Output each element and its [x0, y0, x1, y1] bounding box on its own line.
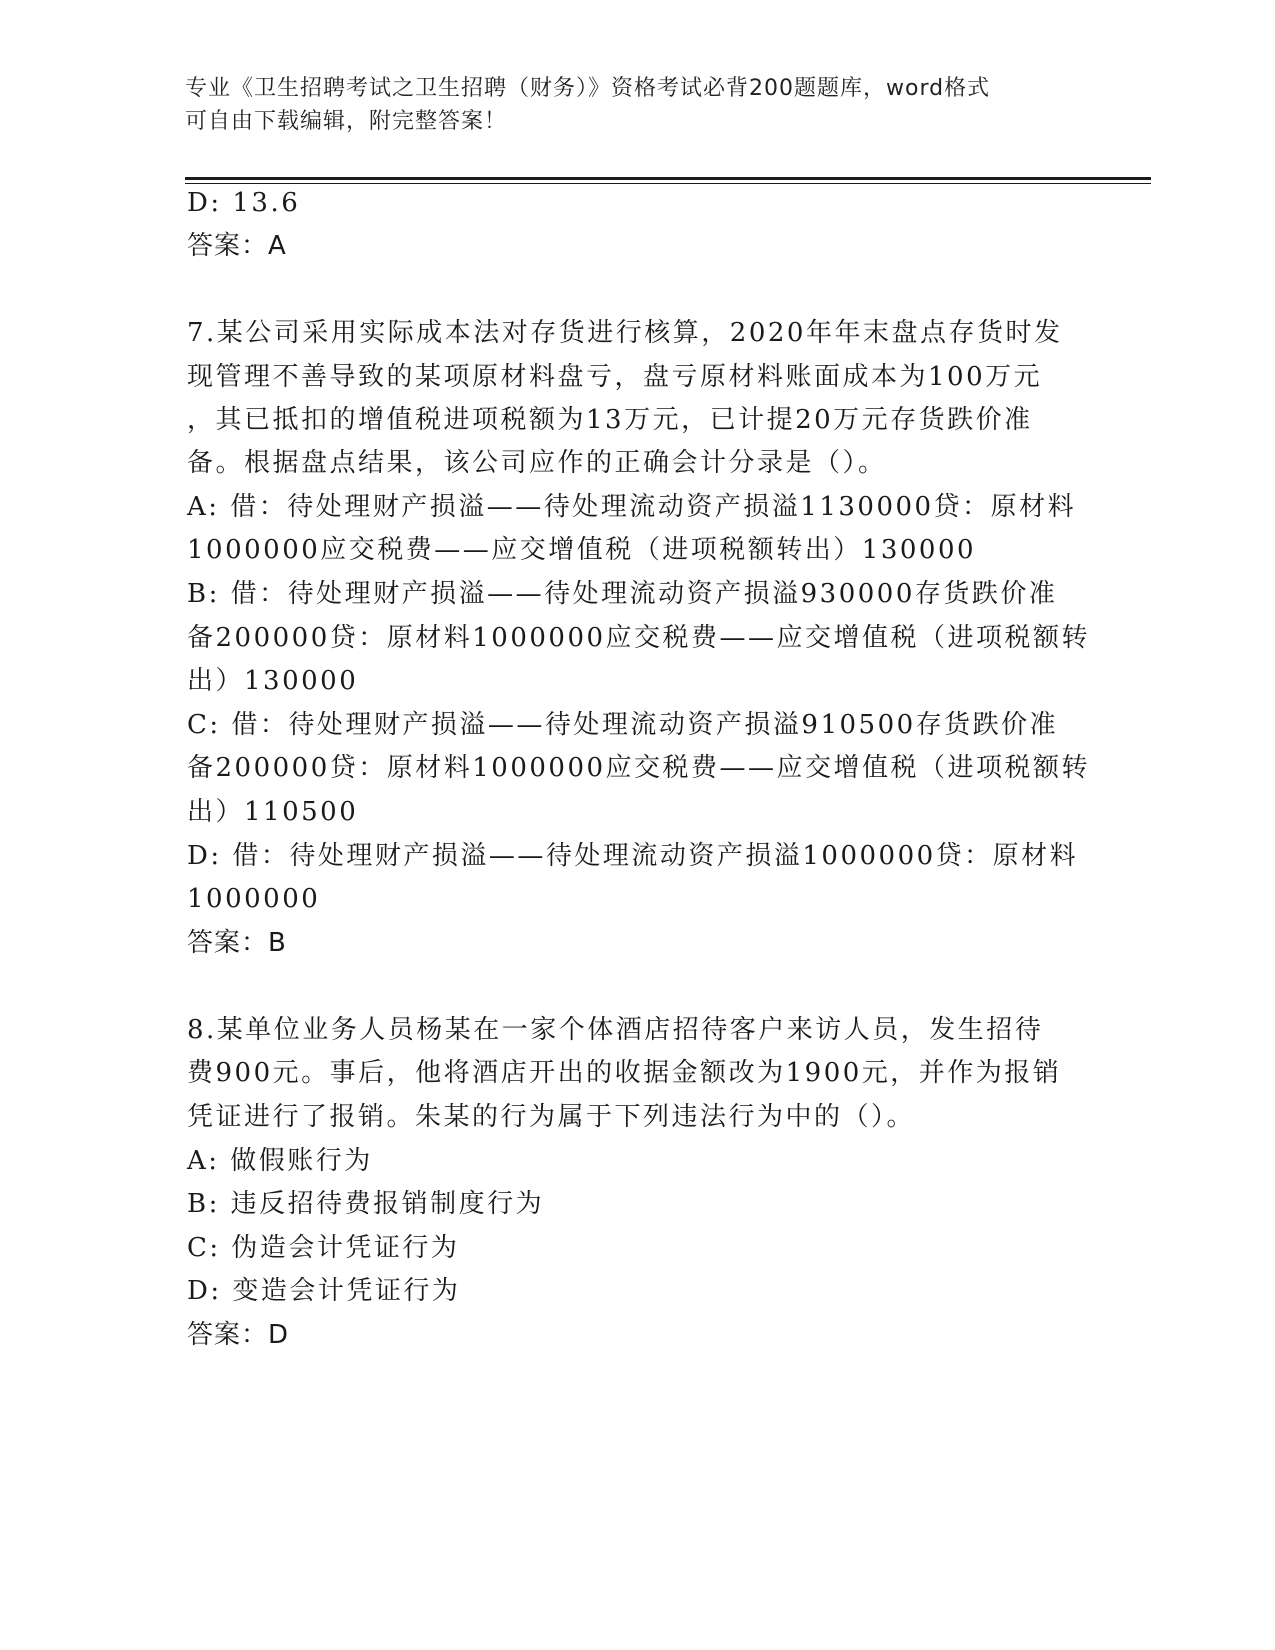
q8-option-d: D: 变造会计凭证行为	[187, 1276, 461, 1306]
q7-stem-line-2: 现管理不善导致的某项原材料盘亏，盘亏原材料账面成本为100万元	[187, 362, 1043, 392]
q8-stem-line-2: 费900元。事后，他将酒店开出的收据金额改为1900元，并作为报销	[187, 1058, 1062, 1088]
q8-option-a: A: 做假账行为	[187, 1146, 373, 1176]
q6-answer: 答案：A	[187, 231, 287, 261]
header-line-1: 专业《卫生招聘考试之卫生招聘（财务）》资格考试必背200题题库，word格式	[185, 76, 991, 101]
q7-option-a-line-1: A: 借：待处理财产损溢——待处理流动资产损溢1130000贷：原材料	[187, 492, 1077, 522]
q7-stem-line-4: 备。根据盘点结果，该公司应作的正确会计分录是（）。	[187, 448, 887, 478]
q7-stem-line-3: ，其已抵扣的增值税进项税额为13万元，已计提20万元存货跌价准	[187, 405, 1033, 435]
q7-answer: 答案：B	[187, 928, 287, 958]
header-divider-thick	[185, 177, 1151, 180]
header-divider-thin	[185, 183, 1151, 184]
document-header	[185, 72, 1065, 138]
q7-option-c-line-3: 出）110500	[187, 797, 359, 827]
q7-option-b-line-1: B: 借：待处理财产损溢——待处理流动资产损溢930000存货跌价准	[187, 579, 1058, 609]
q8-stem-line-1: 8.某单位业务人员杨某在一家个体酒店招待客户来访人员，发生招待	[187, 1015, 1044, 1045]
q6-option-d: D: 13.6	[187, 188, 301, 218]
q8-stem-line-3: 凭证进行了报销。朱某的行为属于下列违法行为中的（）。	[187, 1102, 916, 1132]
q7-stem-line-1: 7.某公司采用实际成本法对存货进行核算，2020年年末盘点存货时发	[187, 318, 1063, 348]
q8-answer: 答案：D	[187, 1320, 290, 1350]
header-line-2: 可自由下载编辑，附完整答案！	[185, 109, 508, 134]
q7-option-b-line-2: 备200000贷：原材料1000000应交税费——应交增值税（进项税额转	[187, 623, 1091, 653]
q7-option-d-line-2: 1000000	[187, 884, 321, 914]
q7-option-c-line-2: 备200000贷：原材料1000000应交税费——应交增值税（进项税额转	[187, 753, 1091, 783]
q7-option-d-line-1: D: 借：待处理财产损溢——待处理流动资产损溢1000000贷：原材料	[187, 841, 1079, 871]
q7-option-a-line-2: 1000000应交税费——应交增值税（进项税额转出）130000	[187, 535, 977, 565]
q7-option-c-line-1: C: 借：待处理财产损溢——待处理流动资产损溢910500存货跌价准	[187, 710, 1059, 740]
q8-option-b: B: 违反招待费报销制度行为	[187, 1189, 545, 1219]
q8-option-c: C: 伪造会计凭证行为	[187, 1233, 460, 1263]
q7-option-b-line-3: 出）130000	[187, 666, 359, 696]
